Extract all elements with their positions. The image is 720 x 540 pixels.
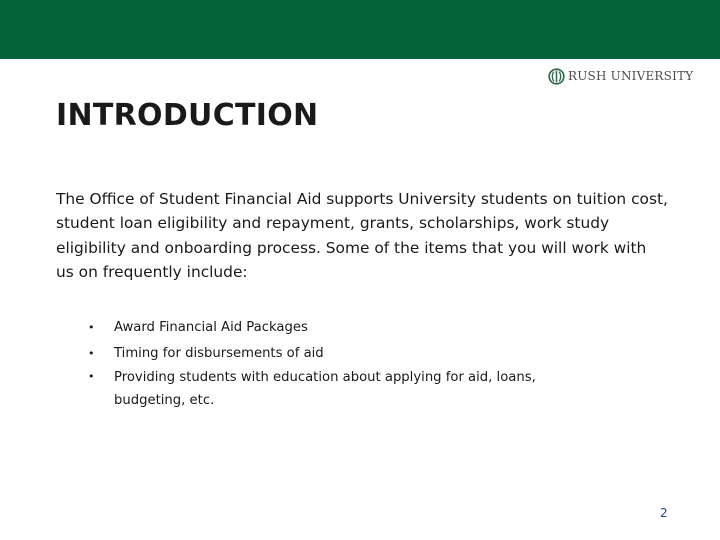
header-band <box>0 0 720 59</box>
bullet-icon: • <box>88 321 95 334</box>
university-name: RUSH UNIVERSITY <box>568 69 694 83</box>
bullet-text: Providing students with education about applying for aid, loans, budgeting, etc. <box>114 370 536 408</box>
bullet-list <box>88 315 588 412</box>
slide-title: INTRODUCTION <box>56 98 319 133</box>
list-item <box>88 315 588 341</box>
intro-paragraph: The Office of Student Financial Aid supports University students on tuition cost, student loan eligibility and repayment, grants, scholarships, work study eligibility and onboarding process. Some of the items that you will work with us on frequently include: <box>56 190 668 281</box>
bullet-text: Award Financial Aid Packages <box>114 320 308 335</box>
bullet-text: Timing for disbursements of aid <box>114 345 324 361</box>
bullet-icon: • <box>88 370 95 383</box>
list-item <box>88 341 588 367</box>
list-item <box>88 366 588 412</box>
rush-shield-icon <box>548 68 565 85</box>
rush-university-logo <box>548 65 693 87</box>
bullet-icon: • <box>88 346 95 360</box>
page-number: 2 <box>660 506 668 520</box>
